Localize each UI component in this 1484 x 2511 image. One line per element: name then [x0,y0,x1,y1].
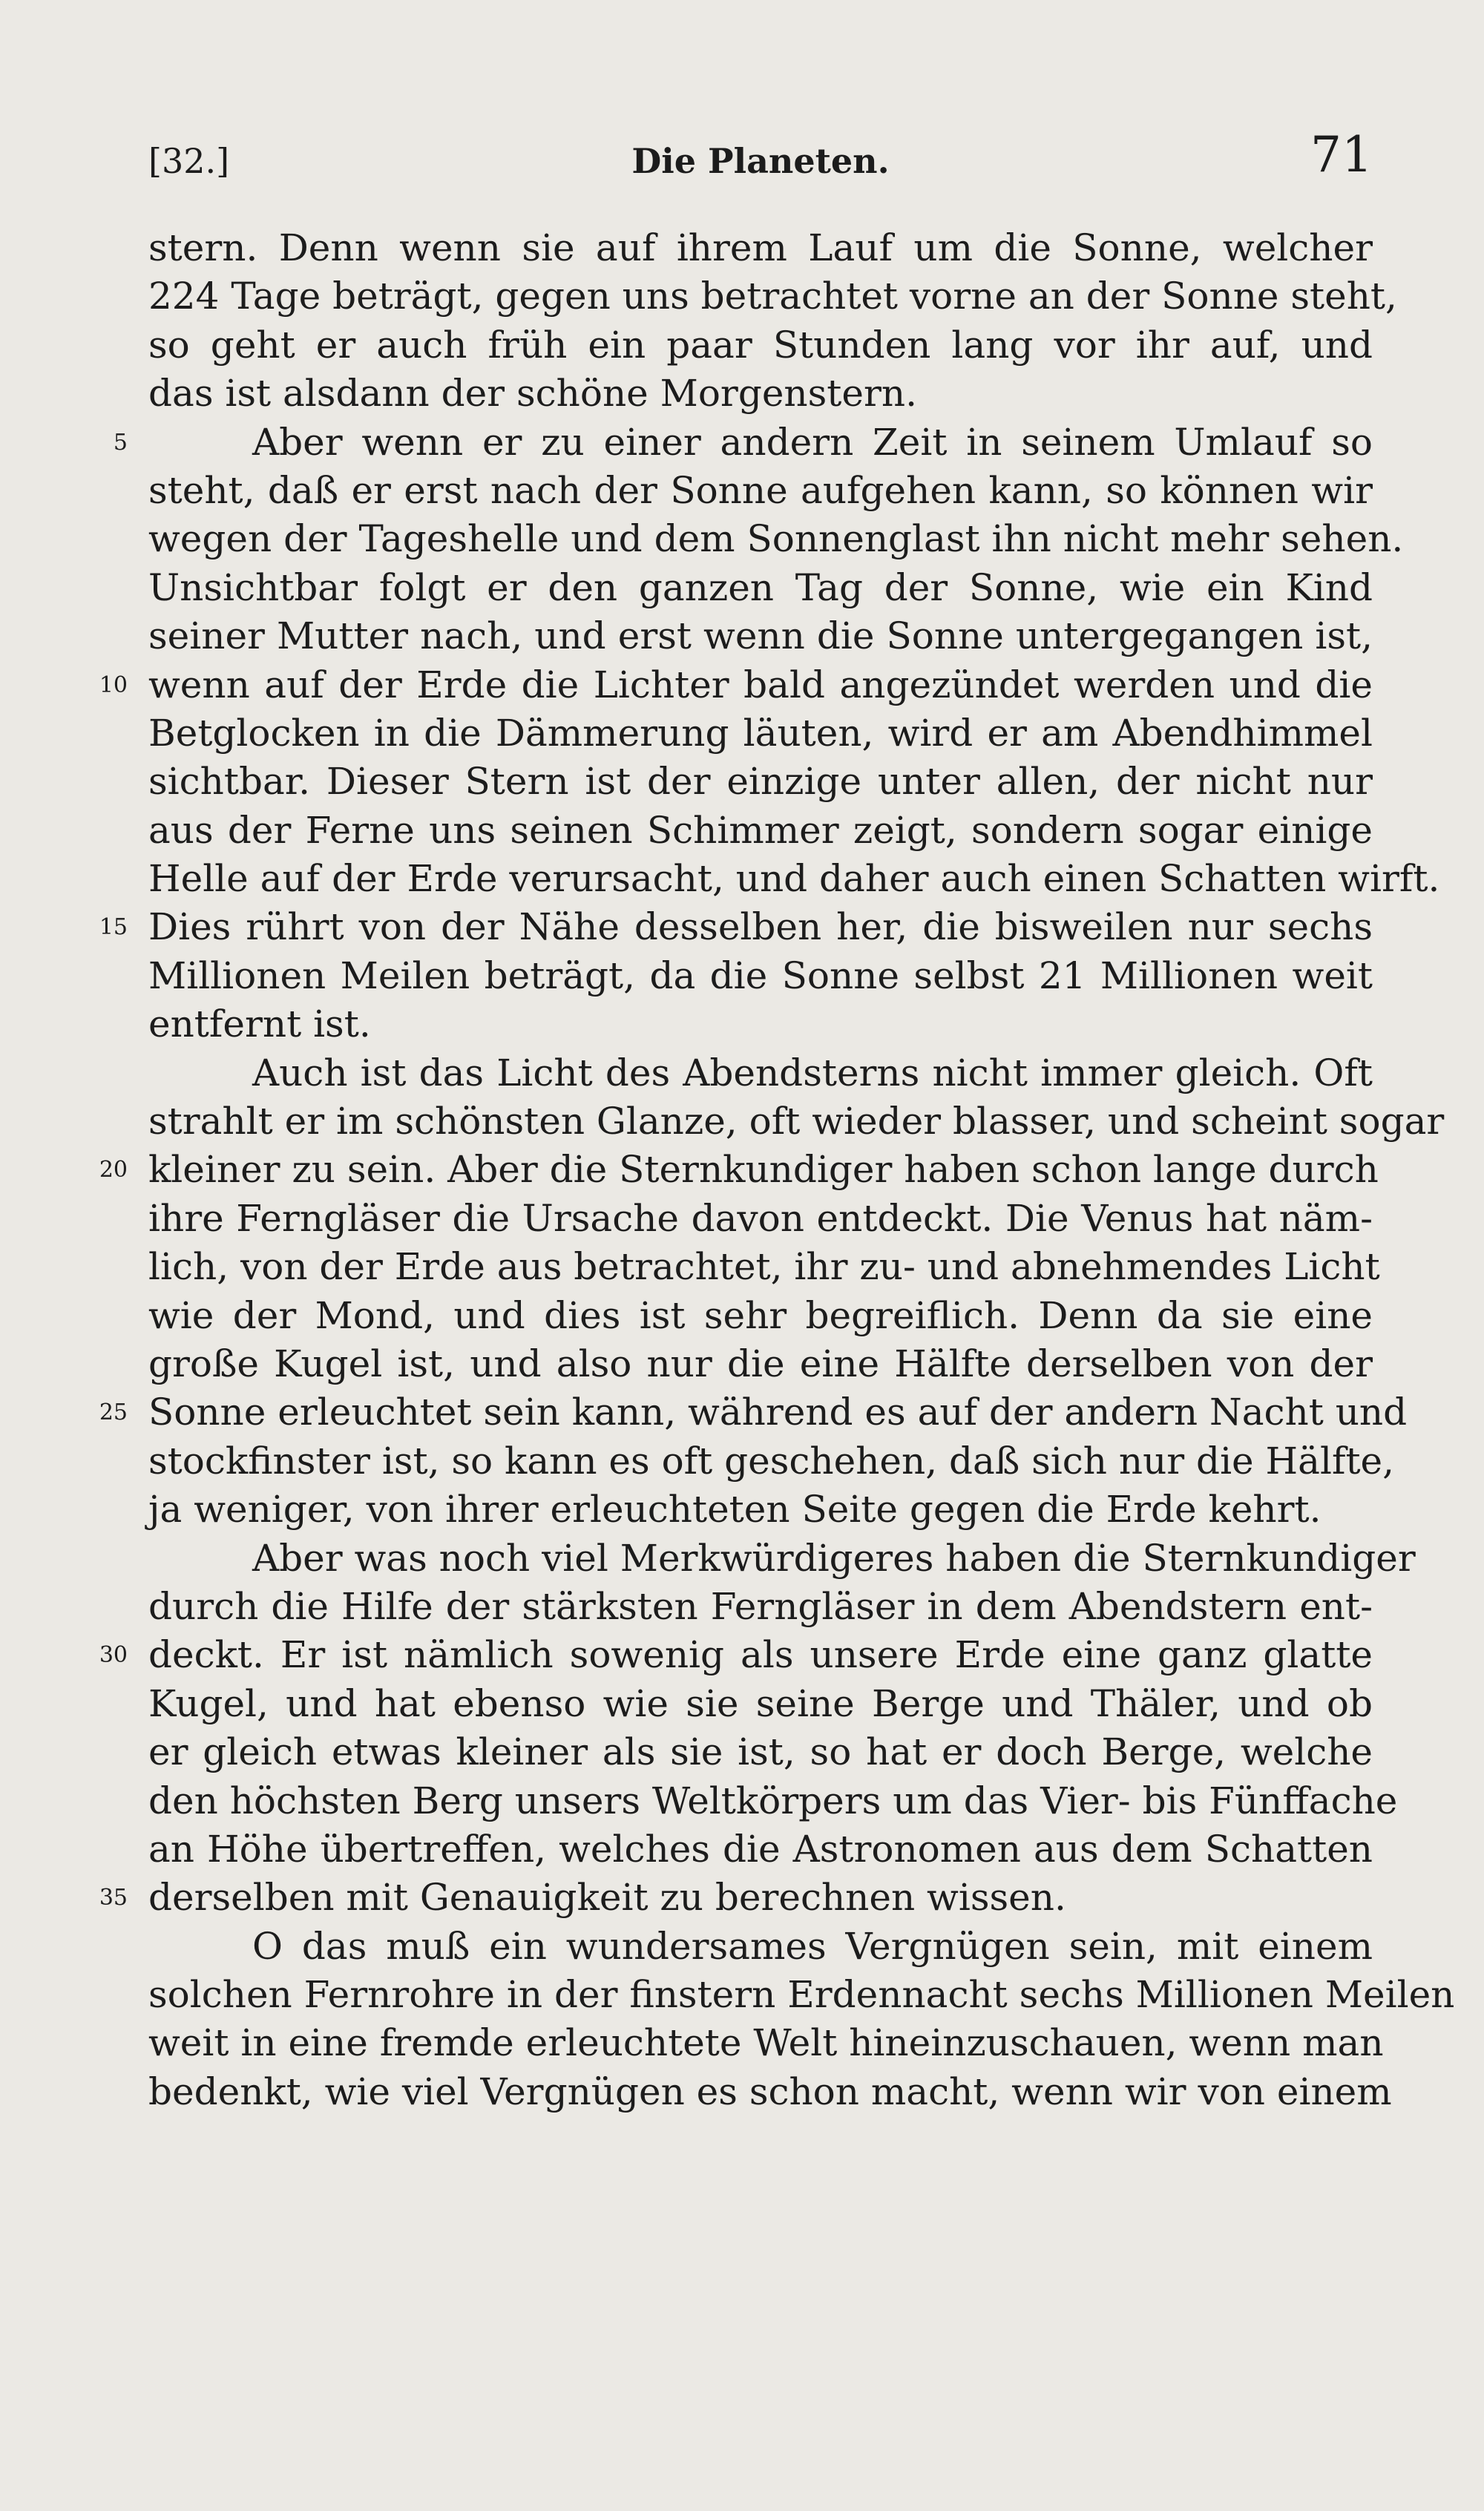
line-text: den höchsten Berg unsers Weltkörpers um das Vier- bis Fünffache [148,1779,1398,1822]
text-line [148,1340,1373,1388]
line-text: große Kugel ist, und also nur die eine Hälfte derselben von der [148,1342,1373,1385]
line-text: Helle auf der Erde verursacht, und daher auch einen Schatten wirft. [148,857,1440,901]
text-line [148,1680,1373,1728]
line-text: wie der Mond, und dies ist sehr begreiflich. Denn da sie eine [148,1293,1373,1337]
running-title: Die Planeten. [631,141,890,181]
line-text: Aber wenn er zu einer andern Zeit in seinem Umlauf so [252,420,1373,464]
text-line [99,903,1373,951]
line-text: sichtbar. Dieser Stern ist der einzige unter allen, der nicht nur [148,760,1373,804]
text-line [148,564,1373,612]
text-line [148,467,1373,515]
text-line [148,1971,1455,2019]
line-text: an Höhe übertreffen, welches die Astronomen aus dem Schatten [148,1827,1373,1871]
text-line [148,1437,1395,1486]
text-line [148,2068,1392,2116]
line-text: das ist alsdann der schöne Morgenstern. [148,372,917,416]
line-text: ihre Ferngläser die Ursache davon entdeckt. Die Venus hat näm- [148,1196,1373,1240]
line-text: steht, daß er erst nach der Sonne aufgehen kann, so können wir [148,468,1373,512]
text-line [148,1049,1373,1097]
text-line [148,1777,1398,1825]
text-line [148,1728,1373,1776]
text-line [148,758,1373,806]
line-number: 30 [99,1642,128,1669]
line-number: 5 [113,429,128,456]
line-number: 25 [99,1399,128,1426]
text-line [148,1243,1380,1291]
text-line [148,1486,1373,1534]
line-text: er gleich etwas kleiner als sie ist, so hat er doch Berge, welche [148,1730,1373,1774]
text-line [148,807,1373,855]
text-line [148,2019,1384,2067]
text-line [148,321,1373,370]
line-text: derselben mit Genauigkeit zu berechnen wissen. [148,1876,1066,1920]
text-line [148,370,1373,418]
line-text: entfernt ist. [148,1002,371,1046]
line-text: weit in eine fremde erleuchtete Welt hineinzuschauen, wenn man [148,2021,1384,2065]
line-text: Dies rührt von der Nähe desselben her, die bisweilen nur sechs [148,905,1373,949]
line-text: bedenkt, wie viel Vergnügen es schon macht, wenn wir von einem [148,2069,1392,2113]
text-line [148,1097,1445,1146]
page-number: 71 [1310,126,1373,183]
line-number: 20 [99,1157,128,1184]
text-line [148,1000,1373,1048]
line-text: Betglocken in die Dämmerung läuten, wird er am Abendhimmel [148,711,1373,755]
line-number: 15 [99,914,128,941]
text-line [148,855,1440,903]
line-text: wenn auf der Erde die Lichter bald angezündet werden und die [148,663,1373,706]
line-text: aus der Ferne uns seinen Schimmer zeigt, sondern sogar einige [148,808,1373,852]
text-line [148,1923,1373,1971]
line-text: Aber was noch viel Merkwürdigeres haben die Sternkundiger [252,1536,1416,1580]
text-line [148,1583,1373,1631]
line-text: O das muß ein wundersames Vergnügen sein, mit einem [252,1924,1373,1968]
line-text: Sonne erleuchtet sein kann, während es auf der andern Nacht und [148,1391,1408,1434]
text-line [148,272,1397,321]
line-text: Millionen Meilen beträgt, da die Sonne selbst 21 Millionen weit [148,953,1373,997]
line-number: 10 [99,672,128,698]
line-text: durch die Hilfe der stärksten Ferngläser in dem Abendstern ent- [148,1584,1373,1628]
line-number: 35 [99,1885,128,1911]
line-text: solchen Fernrohre in der finstern Erdennacht sechs Millionen Meilen [148,1973,1455,2017]
text-line [148,1825,1373,1874]
text-line [148,1534,1416,1583]
line-text: Unsichtbar folgt er den ganzen Tag der Sonne, wie ein Kind [148,565,1373,609]
text-line [99,1146,1379,1194]
text-line [99,1874,1373,1922]
running-header [148,126,1373,200]
line-text: lich, von der Erde aus betrachtet, ihr zu- und abnehmendes Licht [148,1245,1380,1289]
line-text: kleiner zu sein. Aber die Sternkundiger haben schon lange durch [148,1148,1379,1192]
body-text [99,224,1455,2116]
line-text: Kugel, und hat ebenso wie sie seine Berge und Thäler, und ob [148,1681,1373,1725]
text-line [99,1388,1408,1437]
text-line [148,612,1373,660]
line-text: ja weniger, von ihrer erleuchteten Seite gegen die Erde kehrt. [148,1488,1322,1532]
text-line [148,952,1373,1000]
line-text: Auch ist das Licht des Abendsterns nicht immer gleich. Oft [252,1051,1373,1094]
line-text: deckt. Er ist nämlich sowenig als unsere Erde eine ganz glatte [148,1633,1373,1677]
text-line [148,224,1373,272]
line-text: 224 Tage beträgt, gegen uns betrachtet vorne an der Sonne steht, [148,275,1397,318]
line-text: strahlt er im schönsten Glanze, oft wieder blasser, und scheint sogar [148,1100,1445,1143]
text-line [113,418,1373,467]
text-line [148,709,1373,758]
section-number: [32.] [148,141,230,181]
line-text: wegen der Tageshelle und dem Sonnenglast ihn nicht mehr sehen. [148,517,1404,561]
line-text: seiner Mutter nach, und erst wenn die Sonne untergegangen ist, [148,614,1373,658]
text-line [148,1292,1373,1340]
line-text: stockfinster ist, so kann es oft geschehen, daß sich nur die Hälfte, [148,1439,1395,1483]
text-line [99,1631,1373,1679]
line-text: so geht er auch früh ein paar Stunden lang vor ihr auf, und [148,323,1373,367]
line-text: stern. Denn wenn sie auf ihrem Lauf um die Sonne, welcher [148,226,1373,269]
text-line [148,515,1404,563]
text-line [148,1195,1373,1243]
text-line [99,661,1373,709]
